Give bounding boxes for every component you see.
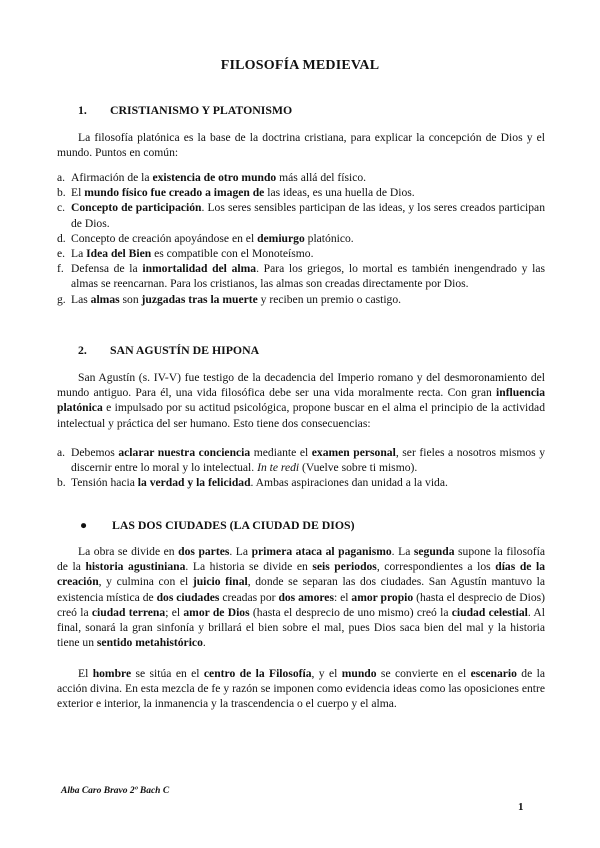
- section-title: SAN AGUSTÍN DE HIPONA: [110, 343, 260, 357]
- text-run: : el: [333, 590, 352, 604]
- bullet-icon: ●: [80, 518, 88, 532]
- list-item: b. Tensión hacia la verdad y la felicidad. Ambas aspiraciones dan unidad a la vida.: [57, 476, 448, 490]
- list-item: c. Concepto de participación. Los seres sensibles participan de las ideas, y los seres creados participan de Dios.: [57, 201, 545, 230]
- text-run: de la acción divina. En esta mezcla de fe y razón se imponen como evidencia ideas como las oposiciones entre exterior e interior, la inmanencia y la trascendencia o el cuerpo y el alma.: [57, 667, 545, 711]
- bold-text: seis periodos: [312, 560, 377, 574]
- bold-text: sentido metahistórico: [96, 636, 203, 650]
- text-run: . Al final, sonará la gran sinfonía y brillará el bien sobre el mal, pues Dios saca bien del mal y la historia tiene un: [57, 605, 545, 650]
- list-item: a. Afirmación de la existencia de otro mundo más allá del físico.: [57, 171, 367, 184]
- bold-text: dos partes: [178, 545, 230, 558]
- text-run: , y culmina con el: [98, 575, 193, 589]
- section-title: LAS DOS CIUDADES (LA CIUDAD DE DIOS): [112, 518, 355, 532]
- list-item: a. Debemos aclarar nuestra conciencia mediante el examen personal, ser fieles a nosotros mismos y discernir entre lo moral y lo intelectual. In te redi (Vuelve sobre ti mismo).: [57, 446, 546, 475]
- text-run: , correspondientes a los: [376, 560, 496, 574]
- bold-text: mundo: [341, 667, 377, 680]
- text-run: . La: [229, 545, 252, 558]
- bold-text: historia agustiniana: [85, 560, 186, 574]
- bold-text: primera ataca al paganismo: [251, 545, 392, 558]
- list-item: e. La Idea del Bien es compatible con el Monoteísmo.: [57, 247, 314, 261]
- section-1-intro: La filosofía platónica es la base de la doctrina cristiana, para explicar la concepción de Dios y el mundo. Puntos en común:: [57, 131, 545, 160]
- list-item: d. Concepto de creación apoyándose en el demiurgo platónico.: [57, 231, 354, 245]
- section-2-heading: [78, 343, 259, 358]
- list-item: f. Defensa de la inmortalidad del alma. Para los griegos, lo mortal es también inengendrado y las almas se reencarnan. Para los cristianos, las almas son creadas directamente por Dios.: [57, 262, 545, 291]
- bold-text: centro de la Filosofía: [203, 667, 312, 680]
- text-run: El: [78, 667, 93, 680]
- bold-text: ciudad terrena: [91, 605, 166, 619]
- section-number: 1.: [78, 103, 87, 117]
- text-run: creadas por: [219, 590, 279, 604]
- text-run: , y el: [311, 667, 342, 680]
- page-title: FILOSOFÍA MEDIEVAL: [220, 58, 380, 73]
- bold-text: dos amores: [278, 590, 334, 604]
- section-2-paragraph: San Agustín (s. IV-V) fue testigo de la decadencia del Imperio romano y del desmoronamiento del mundo antiguo. Para él, una vida filosófica debe ser una vida moralmente recta. Con gran influencia platónica e impulsado por su actitud psicológica, propone buscar en el alma el principio de la actividad intelectual y práctica del ser humano. Esto tiene dos consecuencias:: [57, 371, 545, 430]
- section-1-list: [57, 170, 545, 307]
- section-3-paragraph-2: [57, 666, 545, 712]
- page-number: 1: [518, 801, 524, 813]
- bold-text: amor de Dios: [183, 605, 250, 619]
- section-title: CRISTIANISMO Y PLATONISMO: [110, 103, 293, 117]
- author-footer: Alba Caro Bravo 2º Bach C: [61, 786, 170, 796]
- text-run: ; el: [165, 605, 184, 619]
- bold-text: amor propio: [351, 590, 414, 604]
- text-run: .: [202, 636, 206, 650]
- text-run: supone la filosofía de la: [57, 545, 545, 574]
- text-run: se convierte en el: [376, 667, 471, 680]
- bold-text: segunda: [413, 545, 455, 558]
- text-run: , donde se separan las dos ciudades. San Agustín mantuvo la existencia mística de: [57, 575, 545, 604]
- section-2-list: [57, 445, 545, 491]
- bold-text: ciudad celestial: [451, 605, 528, 619]
- text-run: La obra se divide en: [78, 545, 179, 558]
- section-1-heading: [78, 103, 292, 118]
- list-item: g. Las almas son juzgadas tras la muerte y reciben un premio o castigo.: [57, 292, 402, 306]
- bold-text: dos ciudades: [156, 590, 220, 604]
- text-run: (hasta el desprecio de Dios) creó la: [57, 590, 546, 619]
- bold-text: juicio final: [192, 575, 248, 589]
- list-item: b. El mundo físico fue creado a imagen de las ideas, es una huella de Dios.: [57, 186, 415, 200]
- section-3-heading: [78, 518, 355, 533]
- bold-text: escenario: [470, 667, 517, 680]
- bold-text: días de la creación: [57, 560, 546, 589]
- text-run: (hasta el desprecio de uno mismo) creó la: [249, 605, 452, 619]
- bold-text: hombre: [92, 667, 132, 680]
- section-number: 2.: [78, 343, 87, 357]
- text-run: . La: [391, 545, 414, 558]
- text-run: . La historia se divide en: [185, 560, 313, 574]
- section-3-paragraph-1: [57, 544, 545, 650]
- text-run: se sitúa en el: [131, 667, 204, 680]
